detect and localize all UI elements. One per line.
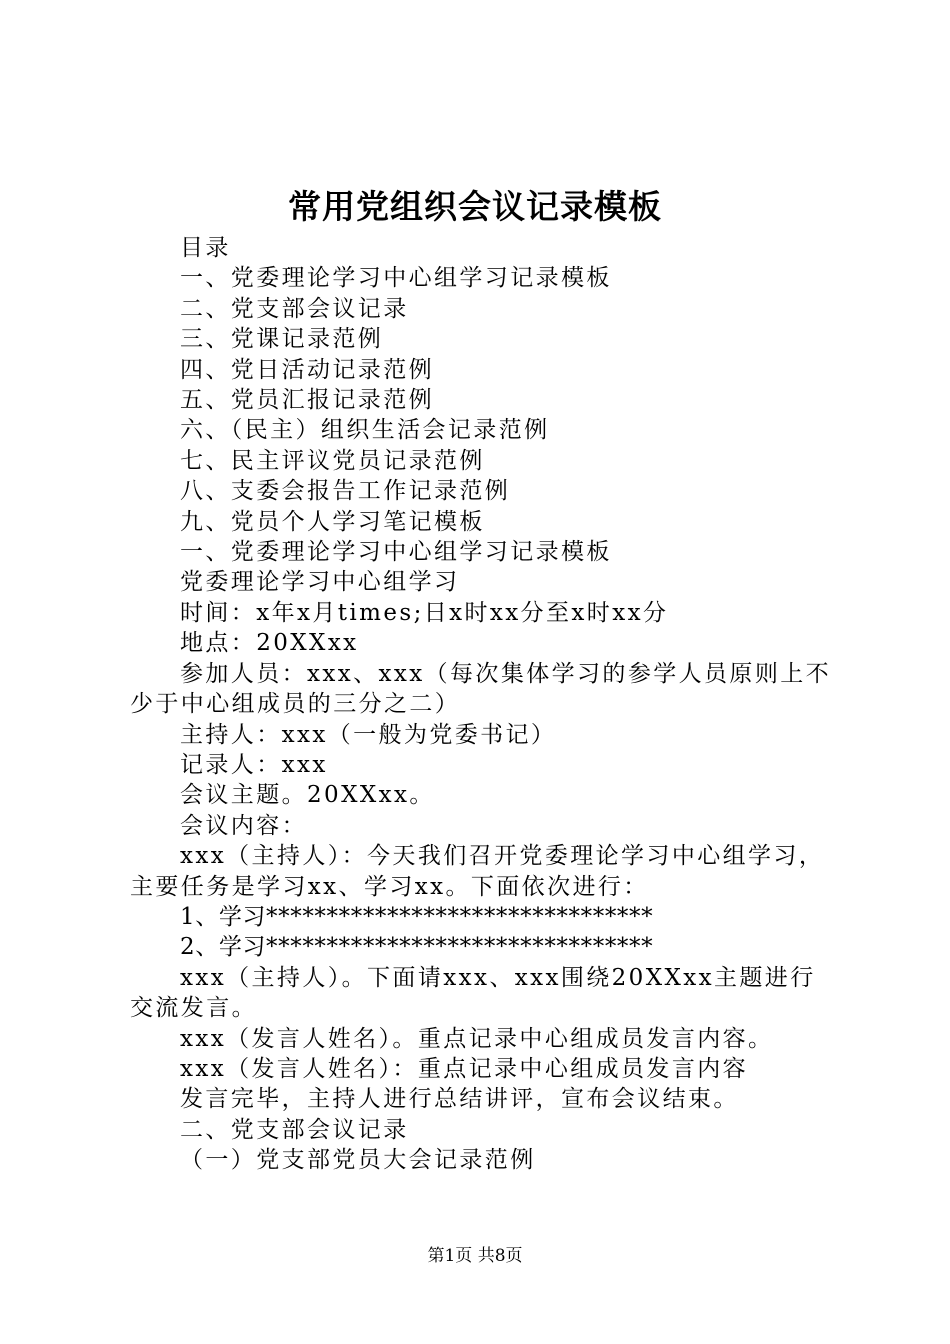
document-title: 常用党组织会议记录模板	[288, 187, 662, 226]
paragraph: 参加人员：xxx、xxx（每次集体学习的参学人员原则上不少于中心组成员的三分之二）	[130, 660, 832, 718]
paragraph: 发言完毕，主持人进行总结讲评，宣布会议结束。	[180, 1086, 739, 1113]
paragraph: xxx（发言人姓名）。重点记录中心组成员发言内容。	[180, 1025, 774, 1052]
paragraph: 地点：20XXxx	[180, 630, 359, 657]
paragraph: 二、党支部会议记录	[180, 1116, 409, 1143]
paragraph: 党委理论学习中心组学习	[180, 569, 460, 596]
paragraph: 五、党员汇报记录范例	[180, 387, 434, 414]
paragraph: 1、学习********************************	[180, 903, 654, 930]
paragraph: 九、党员个人学习笔记模板	[180, 508, 485, 535]
paragraph: 会议内容：	[180, 812, 307, 839]
paragraph: xxx（发言人姓名）：重点记录中心组成员发言内容	[180, 1055, 749, 1082]
page-number: 第1页 共8页	[427, 1246, 523, 1266]
paragraph: （一）党支部党员大会记录范例	[180, 1147, 536, 1174]
paragraph: 一、党委理论学习中心组学习记录模板	[180, 539, 612, 566]
paragraph: 一、党委理论学习中心组学习记录模板	[180, 265, 612, 292]
paragraph: 目录	[180, 235, 231, 261]
paragraph: 四、党日活动记录范例	[180, 356, 434, 383]
paragraph: 2、学习********************************	[180, 934, 654, 961]
paragraph: 八、支委会报告工作记录范例	[180, 478, 511, 505]
paragraph: 三、党课记录范例	[180, 326, 384, 353]
paragraph: 主持人：xxx（一般为党委书记）	[180, 721, 557, 748]
document-body	[130, 233, 835, 1176]
paragraph: 会议主题。20XXxx。	[180, 782, 435, 809]
paragraph: 记录人：xxx	[180, 751, 328, 778]
paragraph: 六、（民主）组织生活会记录范例	[180, 417, 550, 444]
paragraph: xxx（主持人）。下面请xxx、xxx围绕20XXxx主题进行交流发言。	[130, 964, 816, 1022]
paragraph: 二、党支部会议记录	[180, 295, 409, 322]
paragraph: 时间：x年x月times;日x时xx分至x时xx分	[180, 599, 669, 626]
paragraph: xxx（主持人）：今天我们召开党委理论学习中心组学习，主要任务是学习xx、学习xx。下面依次进行：	[130, 843, 825, 900]
paragraph: 七、民主评议党员记录范例	[180, 447, 485, 474]
